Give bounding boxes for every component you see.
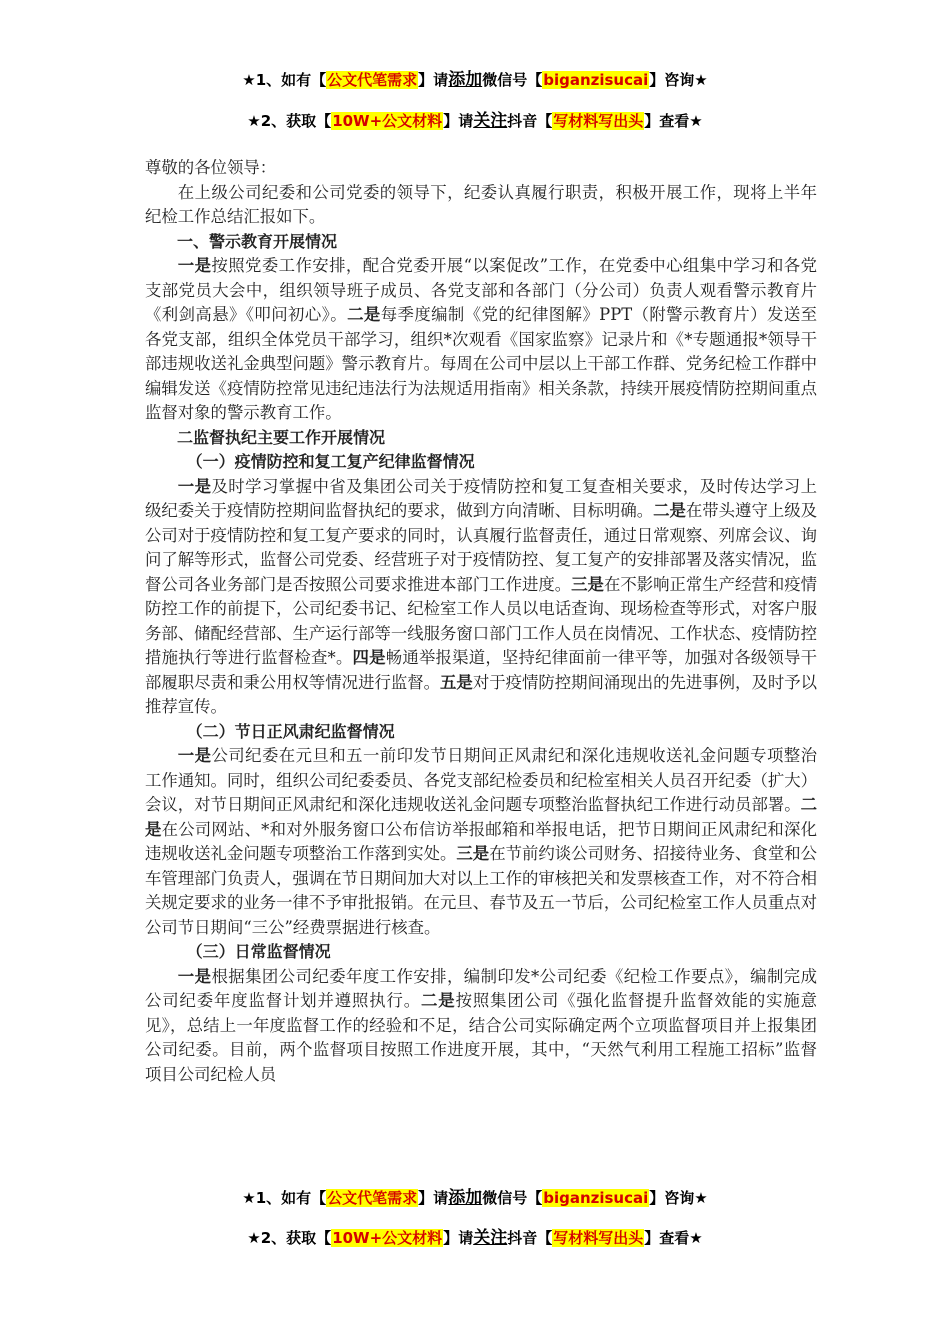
banner-text: 微信号【 bbox=[482, 1189, 543, 1207]
banner-highlight: 10W+公文材料 bbox=[332, 1229, 443, 1247]
banner-highlight: 公文代笔需求 bbox=[327, 1189, 418, 1207]
keyword: 二是 bbox=[145, 795, 818, 839]
banner-text: ★2、获取【 bbox=[247, 112, 332, 130]
promo-banner-bottom-2 bbox=[0, 1228, 950, 1248]
banner-emphasis: 添加 bbox=[448, 70, 483, 90]
banner-highlight: 写材料写出头 bbox=[553, 1229, 644, 1247]
keyword: 一是 bbox=[177, 746, 212, 765]
paragraph-text: 在节前约谈公司财务、招接待业务、食堂和公车管理部门负责人，强调在节日期间加大对以上工作的审核把关和发票核查工作，对不符合相关规定要求的业务一律不予审批报销。在元旦、春节及五一节后，公司纪检室工作人员重点对公司节日期间“三公”经费票据进行核查。 bbox=[145, 844, 818, 937]
promo-banner-top-1 bbox=[0, 70, 950, 90]
promo-banner-top-2 bbox=[0, 111, 950, 131]
banner-text: 微信号【 bbox=[482, 71, 543, 89]
keyword: 一是 bbox=[177, 476, 212, 496]
keyword: 五是 bbox=[440, 672, 473, 692]
paragraph-text: 畅通举报渠道，坚持纪律面前一律平等，加强对各级领导干部履职尽责和秉公用权等情况进行监督。 bbox=[145, 648, 818, 692]
document-body bbox=[145, 156, 817, 1087]
banner-text: ★1、如有【 bbox=[242, 1189, 327, 1207]
paragraph-text: 在不影响正常生产经营和疫情防控工作的前提下，公司纪委书记、纪检室工作人员以电话查询、现场检查等形式，对客户服务部、储配经营部、生产运行部等一线服务窗口部门工作人员在岗情况、工作状态、疫情防控措施执行等进行监督检查*。 bbox=[145, 574, 818, 667]
banner-highlight: biganzisucai bbox=[543, 1189, 649, 1207]
banner-emphasis: 关注 bbox=[473, 111, 508, 131]
paragraph-text: 在带头遵守上级及公司对于疫情防控和复工复产要求的同时，认真履行监督责任，通过日常观察、列席会议、询问了解等形式，监督公司党委、经营班子对于疫情防控、复工复产的安排部署及落实情况，监督公司各业务部门是否按照公司要求推进本部门工作进度。 bbox=[145, 501, 818, 594]
paragraph-text: 按照党委工作安排，配合党委开展“以案促改”工作，在党委中心组集中学习和各党支部党员大会中，组织领导班子成员、各党支部和各部门（分公司）负责人观看警示教育片《利剑高悬》《叩问初心》。 bbox=[145, 256, 817, 324]
paragraph-text: 对于疫情防控期间涌现出的先进事例，及时予以推荐宣传。 bbox=[145, 672, 818, 716]
banner-highlight: 公文代笔需求 bbox=[327, 71, 418, 89]
paragraph-text: 在公司网站、*和对外服务窗口公布信访举报邮箱和举报电话，把节日期间正风肃纪和深化违规收送礼金问题专项整治工作落到实处。 bbox=[145, 819, 818, 863]
keyword: 一是 bbox=[177, 256, 212, 275]
keyword: 二是 bbox=[653, 501, 686, 520]
paragraph-text: 公司纪委在元旦和五一前印发节日期间正风肃纪和深化违规收送礼金问题专项整治工作通知。同时，组织公司纪委委员、各党支部纪检委员和纪检室相关人员召开纪委（扩大）会议，对节日期间正风肃纪和深化违规收送礼金问题专项整治监督执纪工作进行动员部署。 bbox=[145, 746, 818, 814]
banner-text: 】咨询★ bbox=[649, 1189, 708, 1207]
paragraph bbox=[145, 475, 817, 720]
keyword: 三是 bbox=[571, 574, 604, 594]
banner-text: 抖音【 bbox=[507, 112, 553, 130]
banner-text: 】查看★ bbox=[644, 1229, 703, 1247]
keyword: 二是 bbox=[421, 991, 456, 1010]
banner-emphasis: 关注 bbox=[473, 1228, 508, 1248]
banner-text: 】查看★ bbox=[644, 112, 703, 130]
paragraph bbox=[145, 254, 817, 426]
paragraph bbox=[145, 744, 817, 940]
banner-text: 】请 bbox=[443, 1229, 474, 1247]
banner-highlight: 写材料写出头 bbox=[553, 112, 644, 130]
paragraph-text: 根据集团公司纪委年度工作安排，编制印发*公司纪委《纪检工作要点》，编制完成公司纪委年度监督计划并遵照执行。 bbox=[145, 966, 818, 1010]
paragraph-text: 按照集团公司《强化监督提升监督效能的实施意见》，总结上一年度监督工作的经验和不足，结合公司实际确定两个立项监督项目并上报集团公司纪委。目前，两个监督项目按照工作进度开展，其中，“天然气利用工程施工招标”监督项目公司纪检人员 bbox=[145, 991, 818, 1084]
salutation: 尊敬的各位领导： bbox=[145, 158, 277, 177]
keyword: 四是 bbox=[352, 648, 386, 667]
banner-text: ★2、获取【 bbox=[247, 1229, 332, 1247]
section-heading: 一、警示教育开展情况 bbox=[177, 231, 338, 251]
promo-banner-bottom-1 bbox=[0, 1188, 950, 1208]
keyword: 二是 bbox=[347, 305, 381, 324]
paragraph bbox=[145, 965, 817, 1088]
banner-text: 】请 bbox=[418, 1189, 449, 1207]
keyword: 一是 bbox=[177, 966, 212, 986]
subsection-heading: （三）日常监督情况 bbox=[186, 942, 331, 961]
keyword: 三是 bbox=[456, 844, 490, 863]
intro-paragraph: 在上级公司纪委和公司党委的领导下，纪委认真履行职责，积极开展工作，现将上半年纪检工作总结汇报如下。 bbox=[145, 182, 817, 226]
banner-text: 抖音【 bbox=[507, 1229, 553, 1247]
paragraph-text: 及时学习掌握中省及集团公司关于疫情防控和复工复查相关要求，及时传达学习上级纪委关于疫情防控期间监督执纪的要求，做到方向清晰、目标明确。 bbox=[145, 476, 818, 520]
banner-text: 】请 bbox=[443, 112, 474, 130]
subsection-heading: （二）节日正风肃纪监督情况 bbox=[186, 721, 395, 741]
banner-highlight: biganzisucai bbox=[543, 71, 649, 89]
section-heading: 二监督执纪主要工作开展情况 bbox=[177, 427, 386, 447]
banner-emphasis: 添加 bbox=[448, 1188, 483, 1208]
banner-highlight: 10W+公文材料 bbox=[332, 112, 443, 130]
banner-text: 】咨询★ bbox=[649, 71, 708, 89]
paragraph-text: 每季度编制《党的纪律图解》PPT（附警示教育片）发送至各党支部，组织全体党员干部学习，组织*次观看《国家监察》记录片和《*专题通报*领导干部违规收送礼金典型问题》警示教育片。每周在公司中层以上干部工作群、党务纪检工作群中编辑发送《疫情防控常见违纪违法行为法规适用指南》相关条款，持续开展疫情防控期间重点监督对象的警示教育工作。 bbox=[145, 305, 818, 422]
banner-text: 】请 bbox=[418, 71, 449, 89]
banner-text: ★1、如有【 bbox=[242, 71, 327, 89]
subsection-heading: （一）疫情防控和复工复产纪律监督情况 bbox=[186, 452, 475, 471]
